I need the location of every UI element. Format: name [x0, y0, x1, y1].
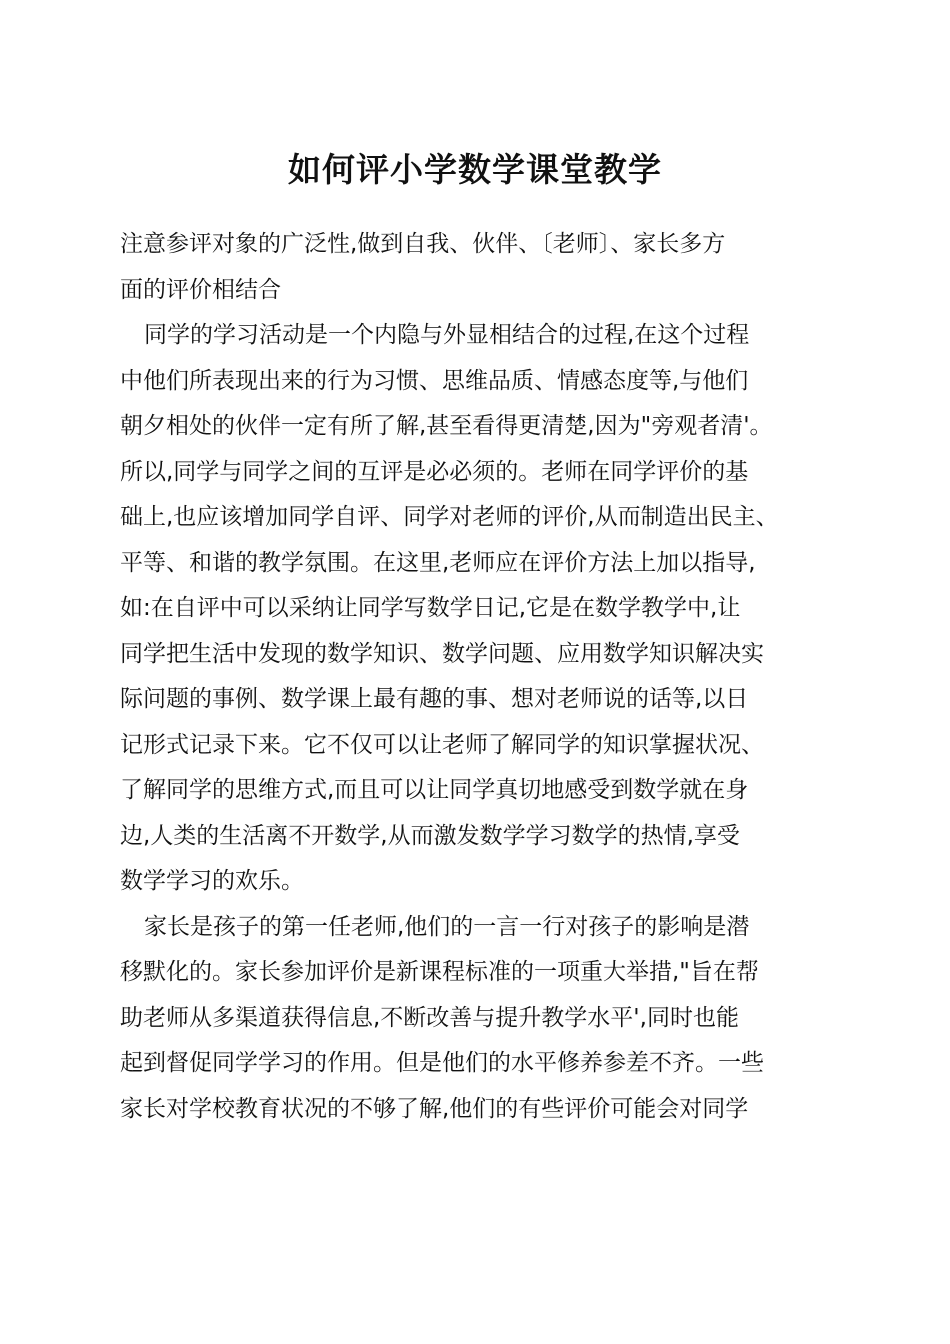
text-line: 家长是孩子的第一任老师,他们的一言一行对孩子的影响是潜: [144, 913, 750, 940]
text-line: 际问题的事例、数学课上最有趣的事、想对老师说的话等,以日: [120, 686, 749, 712]
text-line: 础上,也应该增加同学自评、同学对老师的评价,从而制造出民主、: [120, 504, 779, 530]
text-line: 同学的学习活动是一个内隐与外显相结合的过程,在这个过程: [144, 322, 750, 348]
paragraph-2: [120, 313, 840, 905]
text-line: 面的评价相结合: [120, 276, 281, 303]
text-line: 助老师从多渠道获得信息,不断改善与提升教学水平',同时也能: [120, 1004, 739, 1031]
document-title: 如何评小学数学课堂教学: [288, 150, 662, 189]
text-line: 边,人类的生活离不开数学,从而激发数学学习数学的热情,享受: [120, 822, 740, 849]
text-line: 家长对学校教育状况的不够了解,他们的有些评价可能会对同学: [120, 1095, 749, 1122]
text-line: 了解同学的思维方式,而且可以让同学真切地感受到数学就在身: [120, 777, 749, 803]
text-line: 起到督促同学学习的作用。但是他们的水平修养参差不齐。一些: [120, 1050, 764, 1076]
text-line: 朝夕相处的伙伴一定有所了解,甚至看得更清楚,因为"旁观者清'。: [120, 413, 773, 439]
paragraph-1: [120, 222, 840, 313]
text-line: 如:在自评中可以采纳让同学写数学日记,它是在数学教学中,让: [120, 595, 741, 621]
text-line: 中他们所表现出来的行为习惯、思维品质、情感态度等,与他们: [120, 367, 749, 394]
text-line: 同学把生活中发现的数学知识、数学问题、应用数学知识解决实: [120, 640, 764, 667]
text-line: 记形式记录下来。它不仅可以让老师了解同学的知识掌握状况、: [120, 731, 764, 758]
text-line: 平等、和谐的教学氛围。在这里,老师应在评价方法上加以指导,: [120, 549, 756, 576]
document-body: [120, 222, 840, 1132]
text-line: 注意参评对象的广泛性,做到自我、伙伴、〔老师〕、家长多方: [120, 231, 726, 257]
text-line: 移默化的。家长参加评价是新课程标准的一项重大举措,"旨在帮: [120, 959, 759, 985]
text-line: 所以,同学与同学之间的互评是必必须的。老师在同学评价的基: [120, 458, 749, 485]
text-line: 数学学习的欢乐。: [120, 868, 304, 894]
paragraph-3: [120, 905, 840, 1133]
